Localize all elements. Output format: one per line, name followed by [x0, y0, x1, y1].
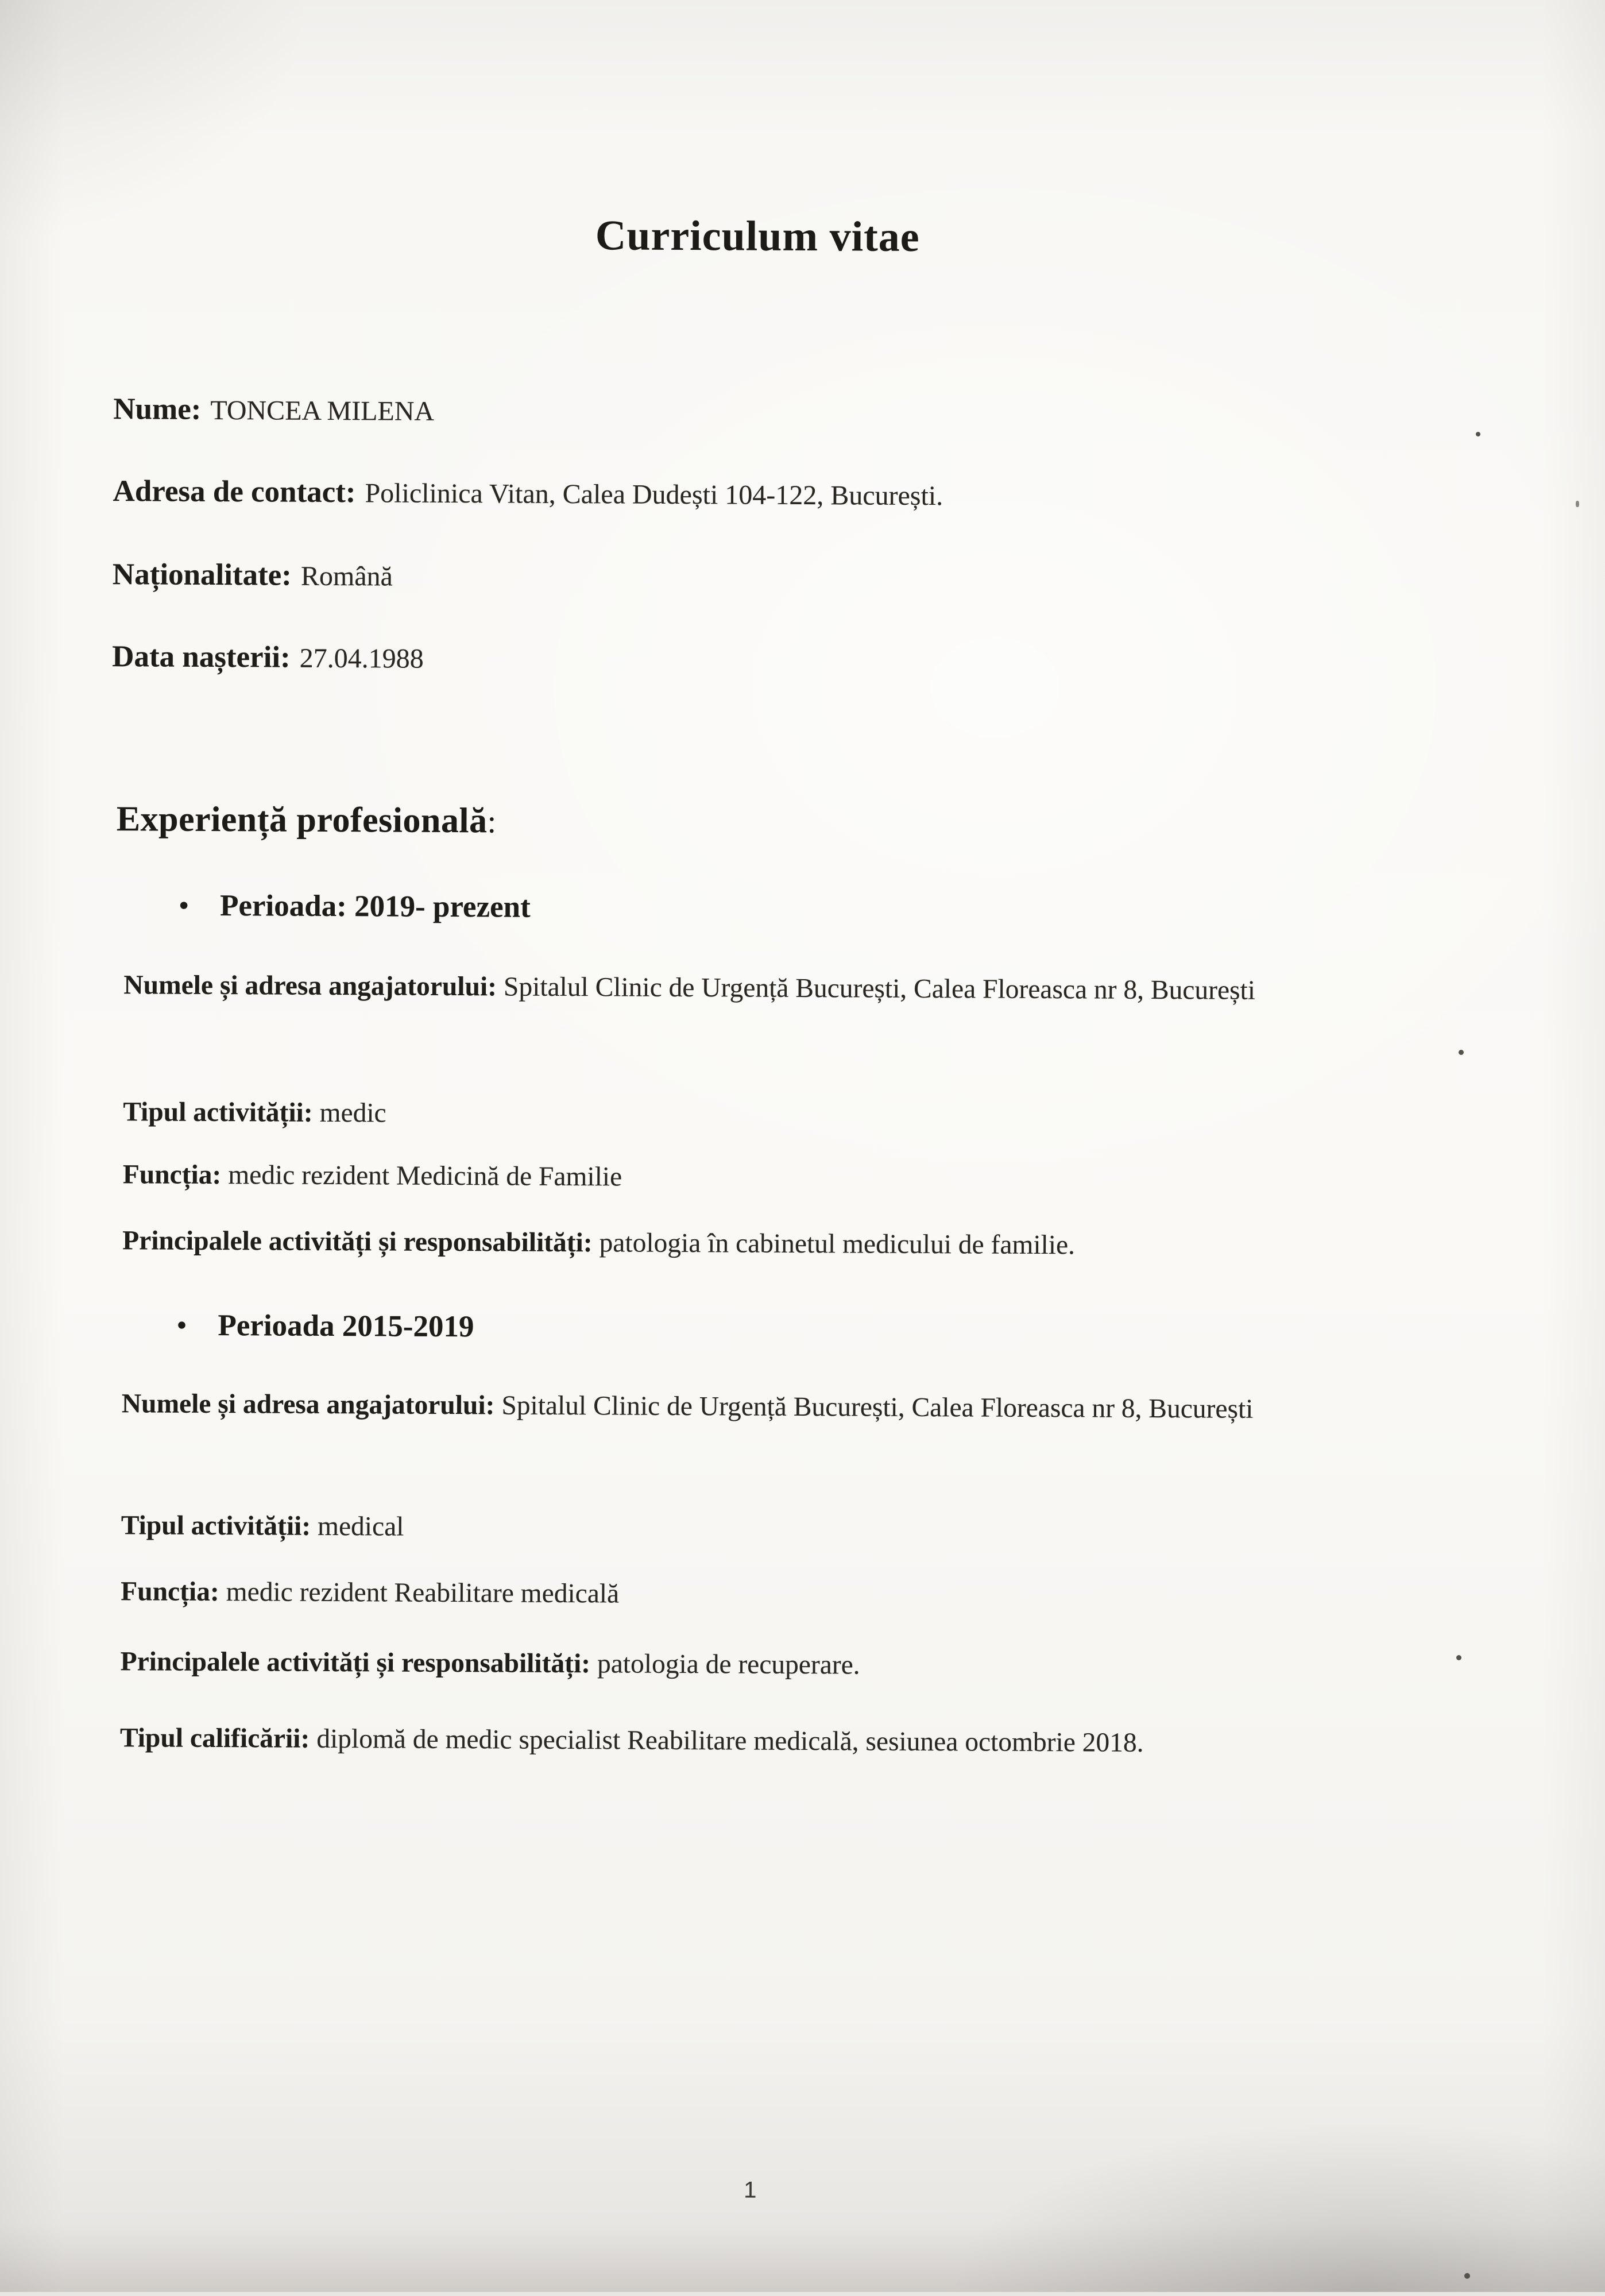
row-employer	[123, 960, 1426, 1016]
period-heading-1	[179, 888, 531, 925]
row-activity-type	[123, 1087, 1425, 1143]
row-responsibilities	[120, 1637, 1422, 1693]
row-responsibilities	[122, 1216, 1425, 1272]
period-heading-text: Perioada 2015-2019	[218, 1309, 474, 1343]
field-label: Data nașterii:	[112, 640, 291, 674]
row-label: Numele și adresa angajatorului:	[123, 970, 497, 1002]
row-function	[121, 1567, 1423, 1623]
section-heading-colon: :	[487, 804, 496, 840]
field-value: Policlinica Vitan, Calea Dudești 104-122, București.	[355, 478, 943, 511]
field-nationality	[113, 557, 393, 593]
row-value: Spitalul Clinic de Urgență București, Calea Floreasca nr 8, București	[494, 1390, 1253, 1424]
period-heading-text: Perioada: 2019- prezent	[220, 889, 531, 924]
row-value: medic rezident Medicină de Familie	[221, 1160, 622, 1192]
field-label: Naționalitate:	[113, 558, 292, 592]
row-value: diplomă de medic specialist Reabilitare medicală, sesiunea octombrie 2018.	[310, 1724, 1144, 1758]
row-label: Funcția:	[123, 1159, 222, 1190]
field-name	[113, 392, 434, 428]
bullet-icon: •	[177, 1310, 218, 1340]
row-label: Tipul activității:	[121, 1510, 311, 1541]
page-title: Curriculum vitae	[4, 208, 1511, 265]
scan-speck	[1476, 432, 1480, 436]
row-function	[123, 1150, 1425, 1206]
field-label: Nume:	[113, 392, 201, 426]
page-number: 1	[744, 2178, 756, 2204]
period-heading-2	[177, 1308, 474, 1344]
field-label: Adresa de contact:	[113, 474, 355, 509]
section-heading-experience	[117, 799, 497, 841]
row-label: Principalele activități și responsabilități:	[122, 1226, 593, 1258]
row-activity-type	[121, 1501, 1424, 1557]
section-heading-text: Experiență profesională	[117, 799, 488, 840]
row-employer	[122, 1379, 1424, 1435]
scan-speck	[1464, 2273, 1470, 2279]
row-value: patologia de recuperare.	[590, 1649, 860, 1680]
scan-speck	[1576, 501, 1579, 507]
row-value: Spitalul Clinic de Urgență București, Calea Floreasca nr 8, București	[497, 972, 1255, 1005]
scan-speck	[1456, 1655, 1461, 1660]
row-label: Tipul calificării:	[120, 1723, 310, 1754]
row-value: medic rezident Reabilitare medicală	[219, 1577, 620, 1609]
row-label: Funcția:	[121, 1576, 219, 1607]
row-value: medic	[312, 1098, 386, 1128]
field-birthdate	[112, 639, 424, 675]
row-label: Numele și adresa angajatorului:	[122, 1389, 495, 1420]
row-qualification	[120, 1713, 1422, 1769]
bullet-icon: •	[179, 890, 220, 921]
field-value: Română	[292, 561, 393, 592]
scan-speck	[1459, 1050, 1464, 1055]
row-value: medical	[311, 1512, 404, 1542]
field-value: TONCEA MILENA	[201, 395, 434, 427]
row-label: Tipul activității:	[123, 1097, 313, 1128]
field-contact-address	[113, 474, 943, 512]
row-value: patologia în cabinetul medicului de familie.	[593, 1228, 1076, 1260]
row-label: Principalele activități și responsabilități:	[120, 1646, 590, 1679]
field-value: 27.04.1988	[291, 643, 424, 674]
